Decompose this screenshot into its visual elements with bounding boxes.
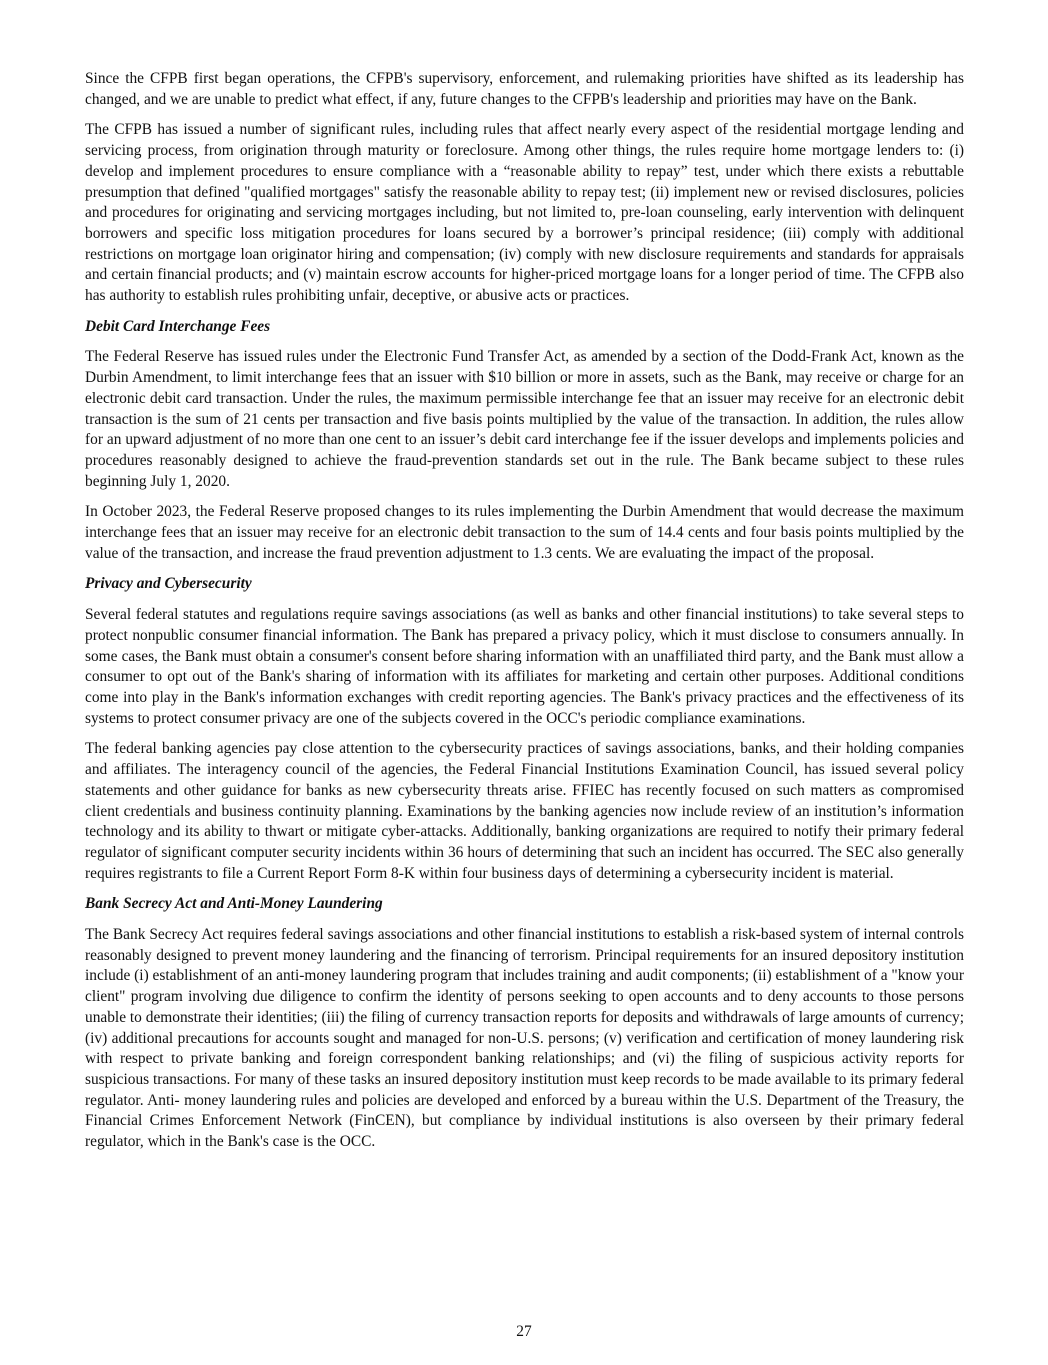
paragraph-cybersecurity: The federal banking agencies pay close attention to the cybersecurity practices of savings associations, banks, and their holding companies and affiliates. The interagency council of the agencies, the Federal Financial Institutions Examination Council, has issued several policy statements and other guidance for banks as new cybersecurity threats arise. FFIEC has recently focused on such matters as compromised client credentials and business continuity planning. Examinations by the banking agencies now include review of an institution’s information technology and its ability to thwart or mitigate cyber-attacks. Additionally, banking organizations are required to notify their primary federal regulator of significant computer security incidents within 36 hours of determining that such an incident has occurred. The SEC also generally requires registrants to file a Current Report Form 8-K within four business days of determining a cybersecurity incident is material. [85,740,964,882]
paragraph-bank-secrecy-act: The Bank Secrecy Act requires federal savings associations and other financial institutions to establish a risk-based system of internal controls reasonably designed to prevent money laundering and the financing of terrorism. Principal requirements for an insured depository institution include (i) establishment of an anti-money laundering program that includes training and audit components; (ii) establishment of a "know your client" program involving due diligence to confirm the identity of persons seeking to open accounts and to deny accounts to those persons unable to demonstrate their identities; (iii) the filing of currency transaction reports for deposits and withdrawals of large amounts of currency; (iv) additional precautions for accounts sought and managed for non-U.S. persons; (v) verification and certification of money laundering risk with respect to private banking and foreign correspondent banking relationships; and (vi) the filing of suspicious activity reports for suspicious transactions. For many of these tasks an insured depository institution must keep records to be made available to its primary federal regulator. Anti- money laundering rules and policies are developed and enforced by a bureau within the U.S. Department of the Treasury, the Financial Crimes Enforcement Network (FinCEN), but compliance by individual institutions is also overseen by their primary federal regulator, which in the Bank's case is the OCC. [85,926,964,1151]
heading-debit-card-interchange-fees: Debit Card Interchange Fees [85,317,271,335]
paragraph-durbin-rules: The Federal Reserve has issued rules under the Electronic Fund Transfer Act, as amended by a section of the Dodd-Frank Act, known as the Durbin Amendment, to limit interchange fees that an issuer with $10 billion or more in assets, such as the Bank, may receive or charge for an electronic debit card transaction. Under the rules, the maximum permissible interchange fee that an issuer may receive for an electronic debit transaction is the sum of 21 cents per transaction and five basis points multiplied by the value of the transaction. In addition, the rules allow for an upward adjustment of no more than one cent to an issuer’s debit card interchange fee if the issuer develops and implements policies and procedures reasonably designed to achieve the fraud-prevention standards set out in the rule. The Bank became subject to these rules beginning July 1, 2020. [85,348,964,490]
page-number: 27 [516,1323,532,1340]
document-body [85,69,964,1163]
heading-privacy-and-cybersecurity: Privacy and Cybersecurity [85,575,252,593]
paragraph-durbin-proposal: In October 2023, the Federal Reserve proposed changes to its rules implementing the Durbin Amendment that would decrease the maximum interchange fees that an issuer may receive for an electronic debit transaction to the sum of 14.4 cents and four basis points multiplied by the value of the transaction, and increase the fraud prevention adjustment to 1.3 cents. We are evaluating the impact of the proposal. [85,503,964,562]
paragraph-cfpb-leadership: Since the CFPB first began operations, the CFPB's supervisory, enforcement, and rulemaking priorities have shifted as its leadership has changed, and we are unable to predict what effect, if any, future changes to the CFPB's leadership and priorities may have on the Bank. [85,70,964,108]
paragraph-privacy: Several federal statutes and regulations require savings associations (as well as banks and other financial institutions) to take several steps to protect nonpublic consumer financial information. The Bank has prepared a privacy policy, which it must disclose to consumers annually. In some cases, the Bank must obtain a consumer's consent before sharing information with an unaffiliated third party, and the Bank must allow a consumer to opt out of the Bank's sharing of information with its affiliates for marketing and certain other purposes. Additional conditions come into play in the Bank's information exchanges with credit reporting agencies. The Bank's privacy practices and the effectiveness of its systems to protect consumer privacy are one of the subjects covered in the OCC's periodic compliance examinations. [85,606,964,727]
paragraph-cfpb-rules: The CFPB has issued a number of significant rules, including rules that affect nearly every aspect of the residential mortgage lending and servicing process, from origination through maturity or foreclosure. Among other things, the rules require home mortgage lenders to: (i) develop and implement procedures to ensure compliance with a “reasonable ability to repay” test, under which there exists a rebuttable presumption that defined "qualified mortgages" satisfy the reasonable ability to repay test; (ii) implement new or revised disclosures, policies and procedures for originating and servicing mortgages including, but not limited to, pre-loan counseling, early intervention with delinquent borrowers and specific loss mitigation procedures for loans secured by a borrower’s principal residence; (iii) comply with additional restrictions on mortgage loan originator hiring and compensation; (iv) comply with new disclosure requirements and standards for appraisals and certain financial products; and (v) maintain escrow accounts for higher-priced mortgage loans for a longer period of time. The CFPB also has authority to establish rules prohibiting unfair, deceptive, or abusive acts or practices. [85,121,964,305]
heading-bank-secrecy-act: Bank Secrecy Act and Anti-Money Laundering [85,895,383,913]
